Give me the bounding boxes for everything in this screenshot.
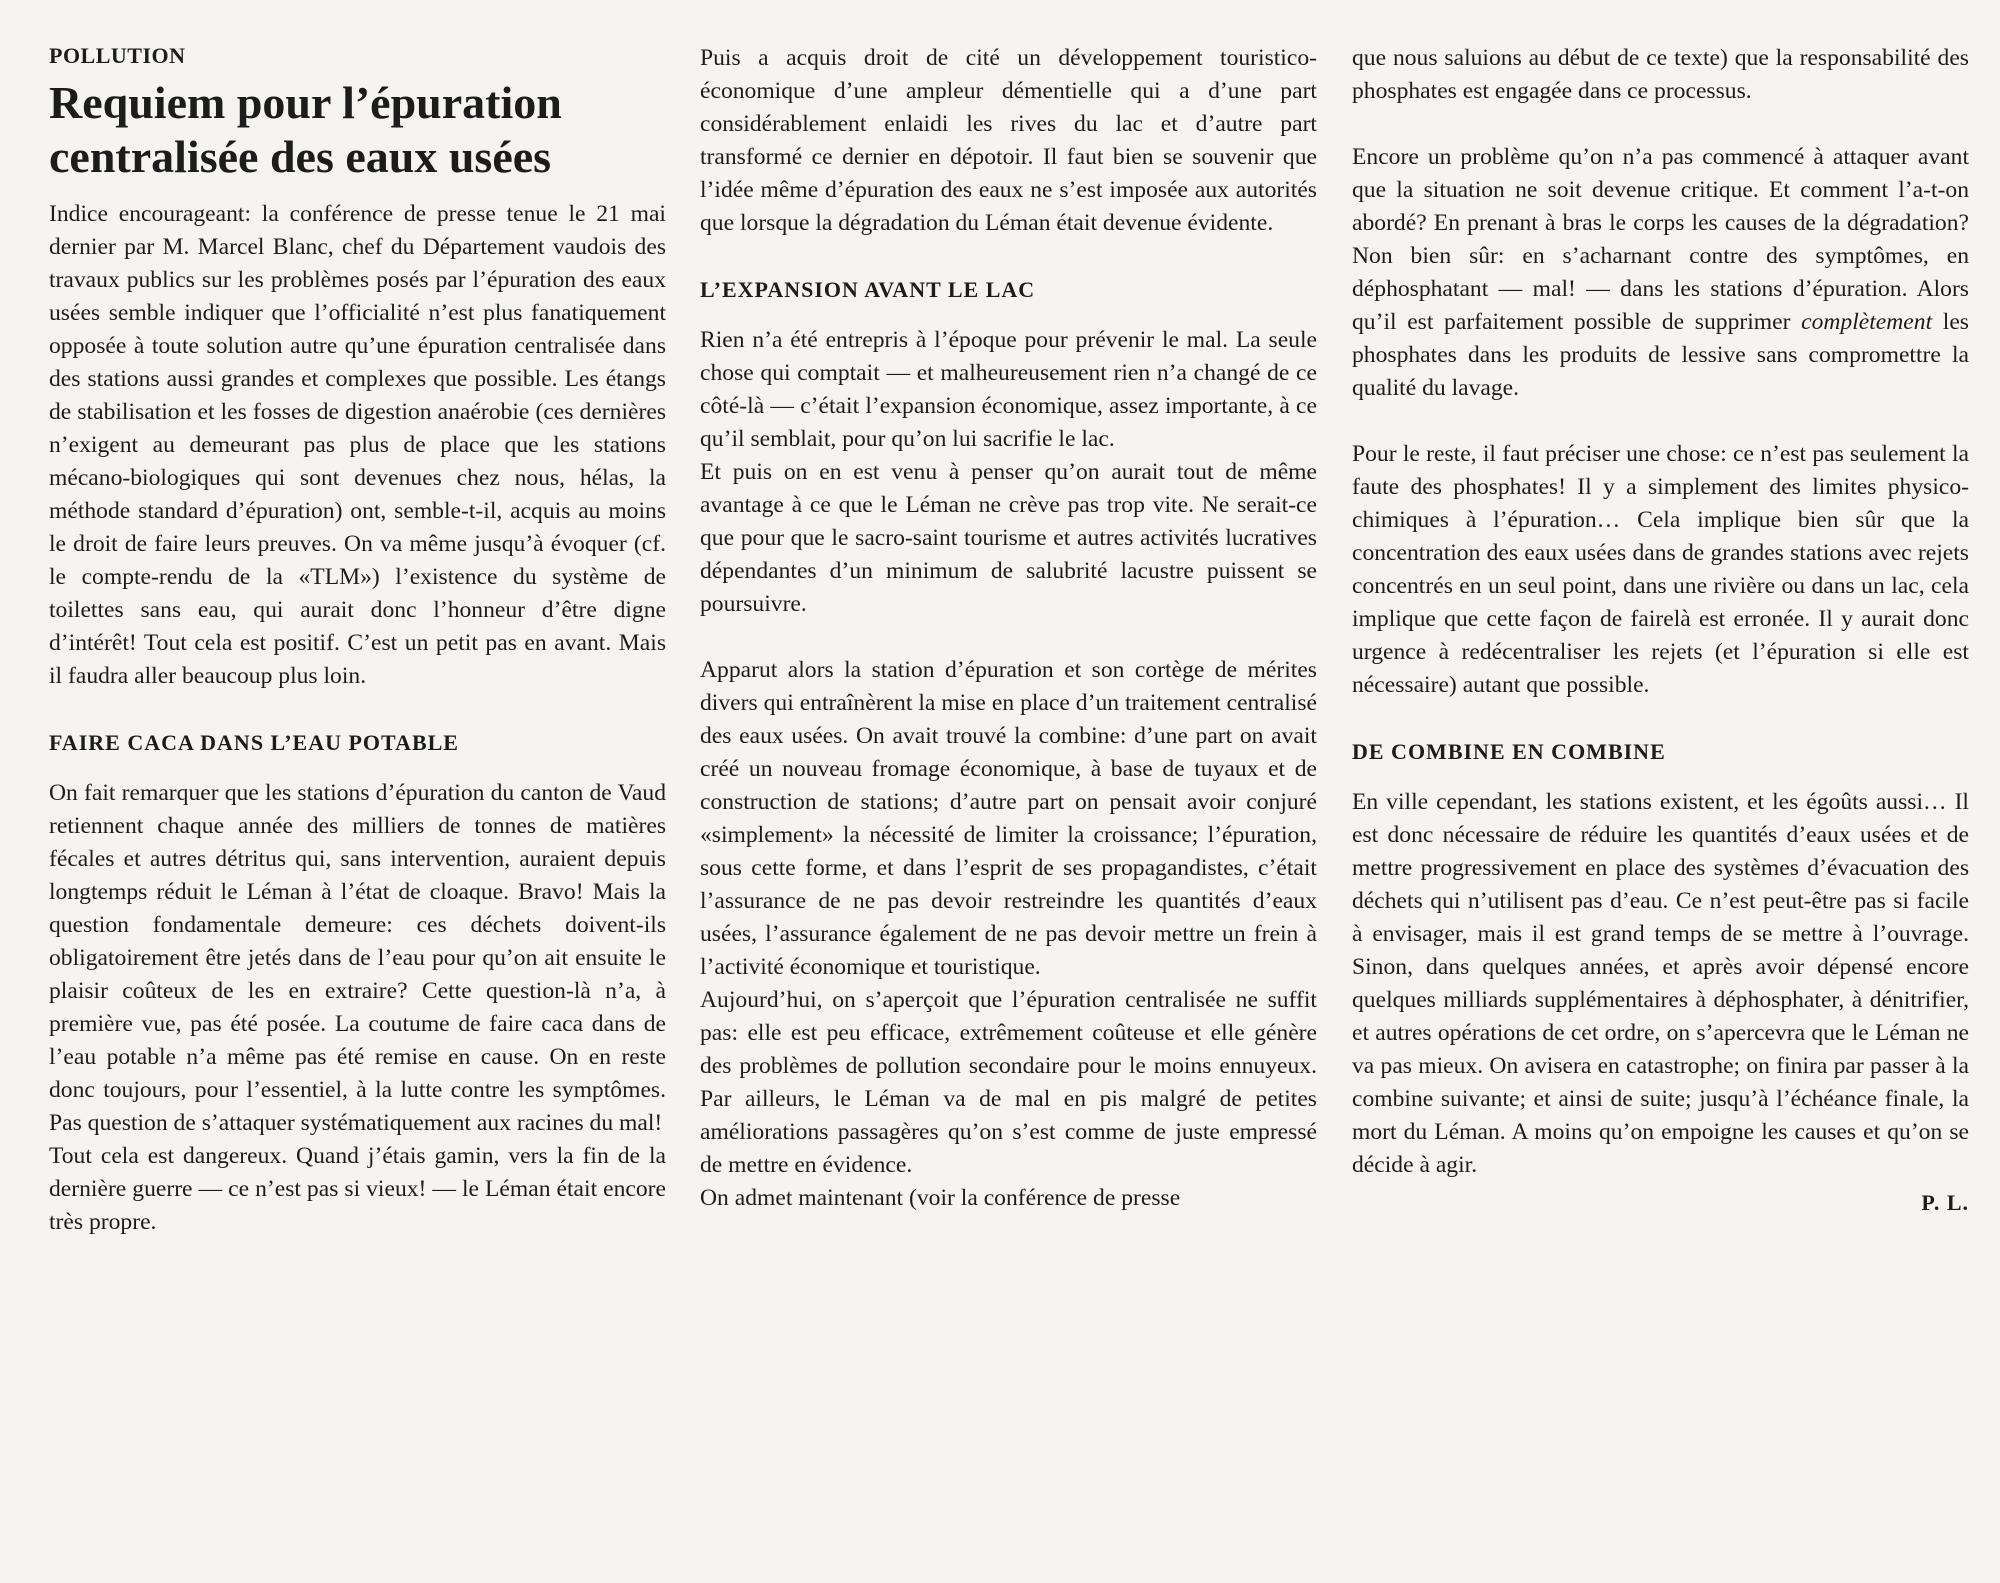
- paragraph-on-admet: On admet maintenant (voir la conférence de presse: [700, 1185, 1181, 1211]
- subheading-expansion: L’EXPANSION AVANT LE LAC: [700, 277, 1036, 302]
- paragraph-developpement: Puis a acquis droit de cité un développement touristico-économique d’une ampleur démentielle qui a d’une part considérablement enlaidi les rives du lac et d’autre part transformé ce dernier en dépotoir. Il faut bien se souvenir que l’idée même d’épuration des eaux ne s’est imposée aux autorités que lorsque la dégradation du Léman était devenue évidente.: [700, 45, 1317, 236]
- paragraph-encore-un-probleme: [1352, 141, 1969, 405]
- subheading-faire-caca: FAIRE CACA DANS L’EAU POTABLE: [49, 730, 459, 755]
- paragraph-dangereux: Tout cela est dangereux. Quand j’étais gamin, vers la fin de la dernière guerre — ce n’est pas si vieux! — le Léman était encore très propre.: [49, 1143, 666, 1235]
- subheading-de-combine: DE COMBINE EN COMBINE: [1352, 739, 1666, 764]
- article-column-2: [700, 42, 1317, 1215]
- article-column-3: [1352, 42, 1969, 1219]
- paragraph-aujourdhui: Aujourd’hui, on s’aperçoit que l’épuration centralisée ne suffit pas: elle est peu efficace, extrêmement coûteuse et elle génère des problèmes de pollution secondaire pour le moins ennuyeux. Par ailleurs, le Léman va de mal en pis malgré de petites améliorations passagères qu’on s’est comme de juste empressé de mettre en évidence.: [700, 987, 1317, 1178]
- subheading-block: [700, 273, 1317, 306]
- article-column-1: [49, 42, 666, 1239]
- paragraph-intro: Indice encourageant: la conférence de presse tenue le 21 mai dernier par M. Marcel Blanc, chef du Département vaudois des travaux publics sur les problèmes posés par l’épuration des eaux usées semble indiquer que l’officialité n’est plus fanatiquement opposée à toute solution autre qu’une épuration centralisée dans des stations aussi grandes et complexes que possible. Les étangs de stabilisation et les fosses de digestion anaérobie (ces dernières n’exigent au demeurant pas plus de place que les stations mécano-biologiques qui sont devenues chez nous, hélas, la méthode standard d’épuration) ont, semble-t-il, acquis au moins le droit de faire leurs preuves. On va même jusqu’à évoquer (cf. le compte-rendu de la «TLM») l’existence du système de toilettes sans eau, qui aurait donc l’honneur d’être digne d’intérêt! Tout cela est positif. C’est un petit pas en avant. Mais il faudra aller beaucoup plus loin.: [49, 201, 666, 689]
- paragraph-apparut: Apparut alors la station d’épuration et son cortège de mérites divers qui entraînèrent la mise en place d’un traitement centralisé des eaux usées. On avait trouvé la combine: d’une part on avait créé un nouveau fromage économique, à base de tuyaux et de construction de stations; d’autre part on pensait avoir conjuré «simplement» la nécessité de limiter la croissance; l’épuration, sous cette forme, et dans l’esprit de ses propagandistes, c’était l’assurance de ne pas devoir restreindre les quantités d’eaux usées, l’assurance également de ne pas devoir mettre un frein à l’activité économique et touristique.: [700, 657, 1317, 980]
- author-signature: P. L.: [1921, 1190, 1969, 1215]
- article-title-line-1: Requiem pour l’épuration: [49, 77, 562, 128]
- paragraph-gap: [700, 621, 1317, 654]
- paragraph-pour-le-reste: Pour le reste, il faut préciser une chose: ce n’est pas seulement la faute des phosphates! Il y a simplement des limites physico-chimiques à l’épuration… Cela implique bien sûr que la concentration des eaux usées dans de grandes stations avec rejets concentrés en un seul point, dans une rivière ou dans un lac, cela implique que cette façon de fairelà est erronée. Il y aurait donc urgence à redécentraliser les rejets (et l’épuration si elle est nécessaire) autant que possible.: [1352, 441, 1969, 698]
- paragraph-stations: On fait remarquer que les stations d’épuration du canton de Vaud retiennent chaque année des milliers de tonnes de matières fécales et autres détritus qui, sans intervention, auraient depuis longtemps réduit le Léman à l’état de cloaque. Bravo! Mais la question fondamentale demeure: ces déchets doivent-ils obligatoirement être jetés dans de l’eau pour qu’on ait ensuite le plaisir coûteux de les en extraire? Cette question-là n’a, à première vue, pas été posée. La coutume de faire caca dans de l’eau potable n’a même pas été remise en cause. On en reste donc toujours, pour l’essentiel, à la lutte contre les symptômes. Pas question de s’attaquer systématiquement aux racines du mal!: [49, 780, 666, 1136]
- paragraph-gap: [1352, 405, 1969, 438]
- paragraph-phosphates: que nous saluions au début de ce texte) que la responsabilité des phosphates est engagée dans ce processus.: [1352, 45, 1969, 104]
- section-rubric: POLLUTION: [49, 43, 186, 68]
- subheading-block: [1352, 735, 1969, 768]
- article-title-line-2: centralisée des eaux usées: [49, 131, 552, 182]
- paragraph-gap: [1352, 108, 1969, 141]
- paragraph-rien-entrepris: Rien n’a été entrepris à l’époque pour prévenir le mal. La seule chose qui comptait — et malheureusement rien n’a changé de ce côté-là — c’était l’expansion économique, assez importante, à ce qu’il semblait, pour qu’on lui sacrifie le lac.: [700, 327, 1317, 452]
- paragraph-puis-on-en-est-venu: Et puis on en est venu à penser qu’on aurait tout de même avantage à ce que le Léman ne crève pas trop vite. Ne serait-ce que pour que le sacro-saint tourisme et autres activités lucratives dépendantes d’un minimum de salubrité lacustre puissent se poursuivre.: [700, 459, 1317, 617]
- text-run: Encore un problème qu’on n’a pas commencé à attaquer avant que la situation ne soit devenue critique. Et comment l’a-t-on abordé? En prenant à bras le corps les causes de la dégradation? Non bien sûr: en s’acharnant contre des symptômes, en déphosphatant — mal! — dans les stations d’épuration. Alors qu’il est parfaitement possible de supprimer: [1352, 144, 1969, 335]
- article-title: [49, 76, 666, 184]
- emphasis-completement: complètement: [1801, 309, 1933, 335]
- text-run: les phosphates dans les produits de lessive sans compromettre la qualité du lavage.: [1352, 309, 1969, 401]
- subheading-block: [49, 726, 666, 759]
- paragraph-en-ville: En ville cependant, les stations existent, et les égoûts aussi… Il est donc nécessaire de réduire les quantités d’eaux usées et de mettre progressivement en place des systèmes d’évacuation des déchets qui n’utilisent pas d’eau. Ce n’est peut-être pas si facile à envisager, mais il est grand temps de se mettre à l’ouvrage. Sinon, dans quelques années, et après avoir dépensé encore quelques milliards supplémentaires à déphosphater, à dénitrifier, et autres opérations de cet ordre, on s’apercevra que le Léman ne va pas mieux. On avisera en catastrophe; on finira par passer à la combine suivante; et ainsi de suite; jusqu’à l’échéance finale, la mort du Léman. A moins qu’on empoigne les causes et qu’on se décide à agir.: [1352, 789, 1969, 1178]
